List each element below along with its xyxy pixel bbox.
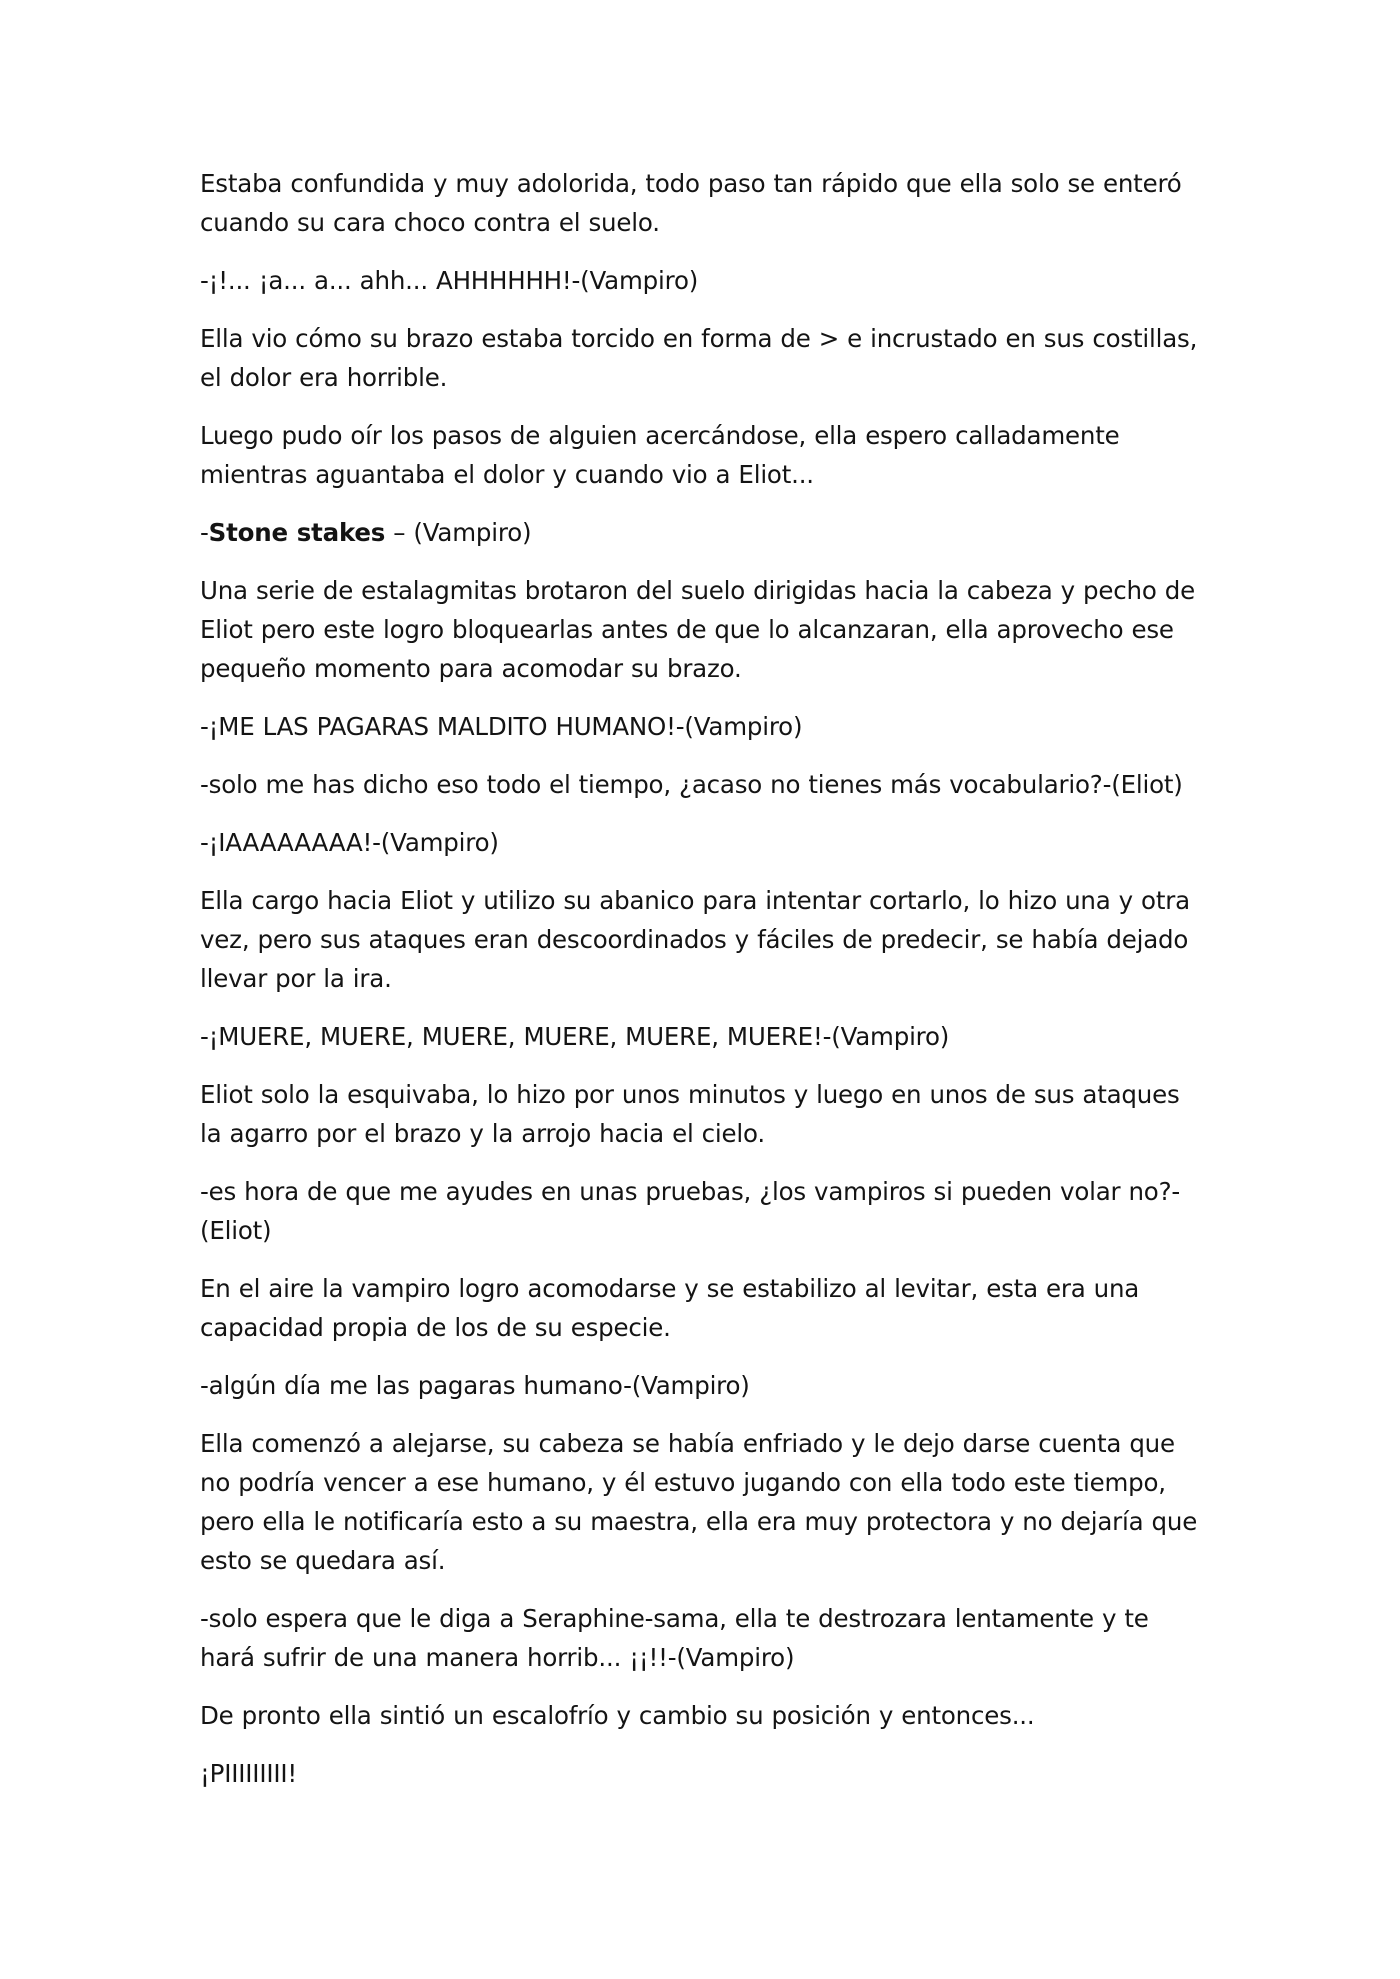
text-segment: Ella cargo hacia Eliot y utilizo su abanico para intentar cortarlo, lo hizo una y otra vez, pero sus ataques eran descoordinados y fáciles de predecir, se había dejado llevar por la ira.	[200, 886, 1190, 993]
text-segment: Una serie de estalagmitas brotaron del suelo dirigidas hacia la cabeza y pecho de Eliot pero este logro bloquearlas antes de que lo alcanzaran, ella aprovecho ese pequeño momento para acomodar su brazo.	[200, 576, 1195, 683]
paragraph	[200, 261, 1202, 300]
paragraph	[200, 164, 1202, 242]
paragraph	[200, 1754, 1202, 1793]
paragraph	[200, 1075, 1202, 1153]
paragraph	[200, 881, 1202, 998]
paragraph	[200, 765, 1202, 804]
paragraph	[200, 707, 1202, 746]
text-segment: -	[200, 518, 209, 547]
text-segment: -¡MUERE, MUERE, MUERE, MUERE, MUERE, MUERE!-(Vampiro)	[200, 1022, 950, 1051]
text-segment: En el aire la vampiro logro acomodarse y se estabilizo al levitar, esta era una capacidad propia de los de su especie.	[200, 1274, 1140, 1342]
text-segment: Estaba confundida y muy adolorida, todo paso tan rápido que ella solo se enteró cuando su cara choco contra el suelo.	[200, 169, 1182, 237]
paragraph	[200, 416, 1202, 494]
text-segment: Ella vio cómo su brazo estaba torcido en forma de > e incrustado en sus costillas, el dolor era horrible.	[200, 324, 1198, 392]
paragraph	[200, 513, 1202, 552]
text-segment: Ella comenzó a alejarse, su cabeza se había enfriado y le dejo darse cuenta que no podría vencer a ese humano, y él estuvo jugando con ella todo este tiempo, pero ella le notificaría esto a su maestra, ella era muy protectora y no dejaría que esto se quedara así.	[200, 1429, 1198, 1575]
text-segment: Luego pudo oír los pasos de alguien acercándose, ella espero calladamente mientras aguantaba el dolor y cuando vio a Eliot...	[200, 421, 1120, 489]
paragraph	[200, 571, 1202, 688]
text-segment: -solo me has dicho eso todo el tiempo, ¿acaso no tienes más vocabulario?-(Eliot)	[200, 770, 1183, 799]
paragraph	[200, 319, 1202, 397]
text-segment: De pronto ella sintió un escalofrío y cambio su posición y entonces...	[200, 1701, 1035, 1730]
text-segment: -¡IAAAAAAAA!-(Vampiro)	[200, 828, 499, 857]
text-segment: -¡ME LAS PAGARAS MALDITO HUMANO!-(Vampiro)	[200, 712, 803, 741]
text-segment: Eliot solo la esquivaba, lo hizo por unos minutos y luego en unos de sus ataques la agarro por el brazo y la arrojo hacia el cielo.	[200, 1080, 1180, 1148]
paragraph	[200, 1696, 1202, 1735]
paragraph	[200, 1366, 1202, 1405]
document-body	[200, 164, 1202, 1793]
paragraph	[200, 1424, 1202, 1580]
paragraph	[200, 823, 1202, 862]
text-segment: ¡PIIIIIIIII!	[200, 1759, 298, 1788]
text-segment: -es hora de que me ayudes en unas pruebas, ¿los vampiros si pueden volar no?-(Eliot)	[200, 1177, 1181, 1245]
text-segment: -algún día me las pagaras humano-(Vampiro)	[200, 1371, 750, 1400]
bold-text-segment: Stone stakes	[208, 518, 386, 547]
paragraph	[200, 1599, 1202, 1677]
text-segment: -¡!... ¡a... a... ahh... AHHHHHH!-(Vampiro)	[200, 266, 699, 295]
paragraph	[200, 1017, 1202, 1056]
paragraph	[200, 1172, 1202, 1250]
text-segment: -solo espera que le diga a Seraphine-sama, ella te destrozara lentamente y te hará sufrir de una manera horrib... ¡¡!!-(Vampiro)	[200, 1604, 1149, 1672]
paragraph	[200, 1269, 1202, 1347]
text-segment: – (Vampiro)	[385, 518, 532, 547]
